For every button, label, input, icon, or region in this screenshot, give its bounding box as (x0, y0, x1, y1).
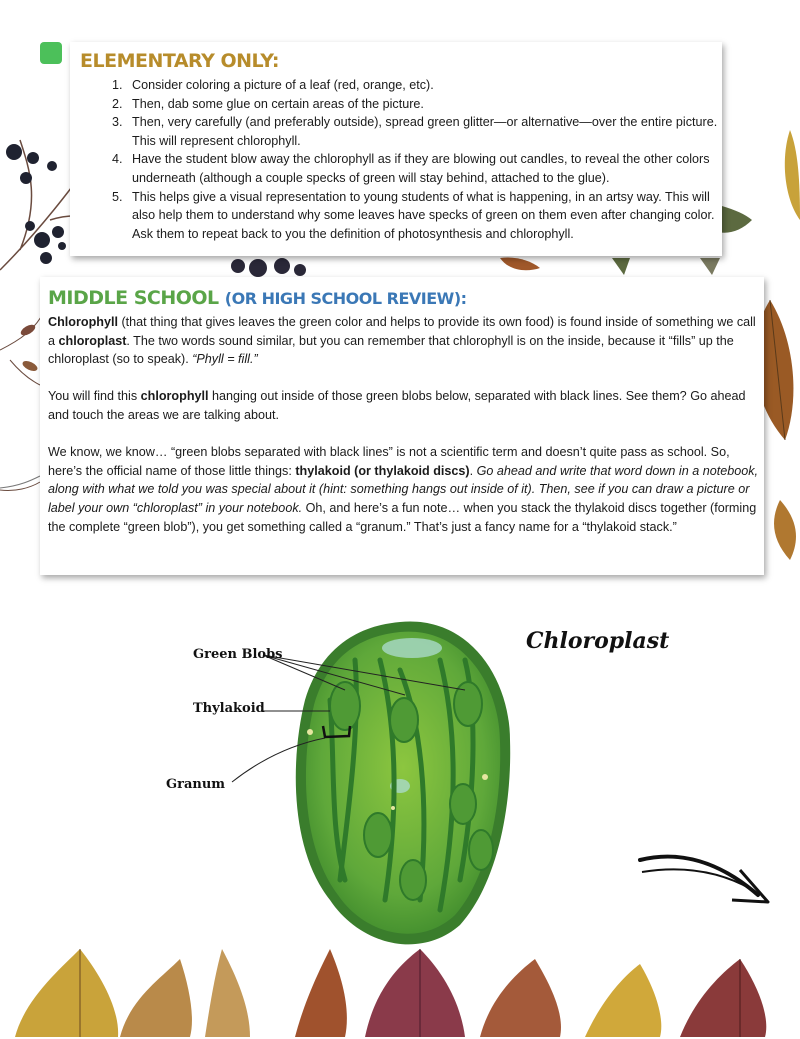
elementary-title: ELEMENTARY ONLY: (80, 50, 279, 72)
text: . The two words sound similar, but you can remember that chlorophyll is on the inside, because it “fills” up the chloroplast (so to speak). (48, 333, 734, 367)
italic-text: “Phyll = fill.” (192, 352, 258, 367)
step-item: 5. This helps give a visual representation to young students of what is happening, in an artsy way. This will also help them to understand why some leaves have specks of green on them even after changing color. Ask them to repeat back to you the definition of photosynthesis and chlorophyll. (126, 188, 726, 244)
italic-text: Go ahead and write that word down in a notebook, along with what we told you was special about it (hint: something hangs out inside of it). Then, see if you can draw a picture or label your own “chloroplast” in your notebook. (48, 463, 759, 515)
text: . (469, 463, 477, 478)
step-item: 1. Consider coloring a picture of a leaf (red, orange, etc). (126, 76, 726, 95)
bold-term: chlorophyll (140, 389, 209, 404)
bold-term: chloroplast (58, 333, 127, 348)
chloroplast-title: Chloroplast (526, 628, 670, 654)
step-item: 2. Then, dab some glue on certain areas of the picture. (126, 95, 726, 114)
text: hanging out inside of those green blobs below, separated with black lines. See them? Go ahead and touch the areas we are talking about. (48, 389, 746, 422)
autumn-leaves-border (0, 929, 800, 1039)
middle-school-title-paren: (OR HIGH SCHOOL REVIEW): (224, 289, 467, 308)
label-thylakoid: Thylakoid (193, 701, 265, 716)
text: We know, we know… “green blobs separated with black lines” is not a scientific term and doesn’t quite pass as school. So, here’s the official name of those little things: (48, 445, 730, 478)
text: You will find this (48, 389, 141, 404)
text: Oh, and here’s a fun note… when you stack the thylakoid discs together (forming the complete “green blob”), you get something called a “granum.” That’s just a fancy name for a “thylakoid stack.” (48, 500, 757, 534)
label-granum: Granum (166, 777, 226, 792)
middle-school-title-main: MIDDLE SCHOOL (48, 287, 225, 309)
bold-term: Chlorophyll (48, 315, 118, 329)
label-green-blobs: Green Blobs (193, 647, 283, 662)
step-item: 4. Have the student blow away the chlorophyll as if they are blowing out candles, to reveal the other colors underneath (although a couple specks of green will stay behind, attached to the glue). (126, 150, 726, 187)
text: (that thing that gives leaves the green color and helps to provide its own food) is found inside of something we call a (48, 315, 756, 348)
step-item: 3. Then, very carefully (and preferably outside), spread green glitter—or alternative—over the entire picture. This will represent chlorophyll. (126, 113, 726, 150)
bold-term: thylakoid (or thylakoid discs) (295, 463, 470, 478)
